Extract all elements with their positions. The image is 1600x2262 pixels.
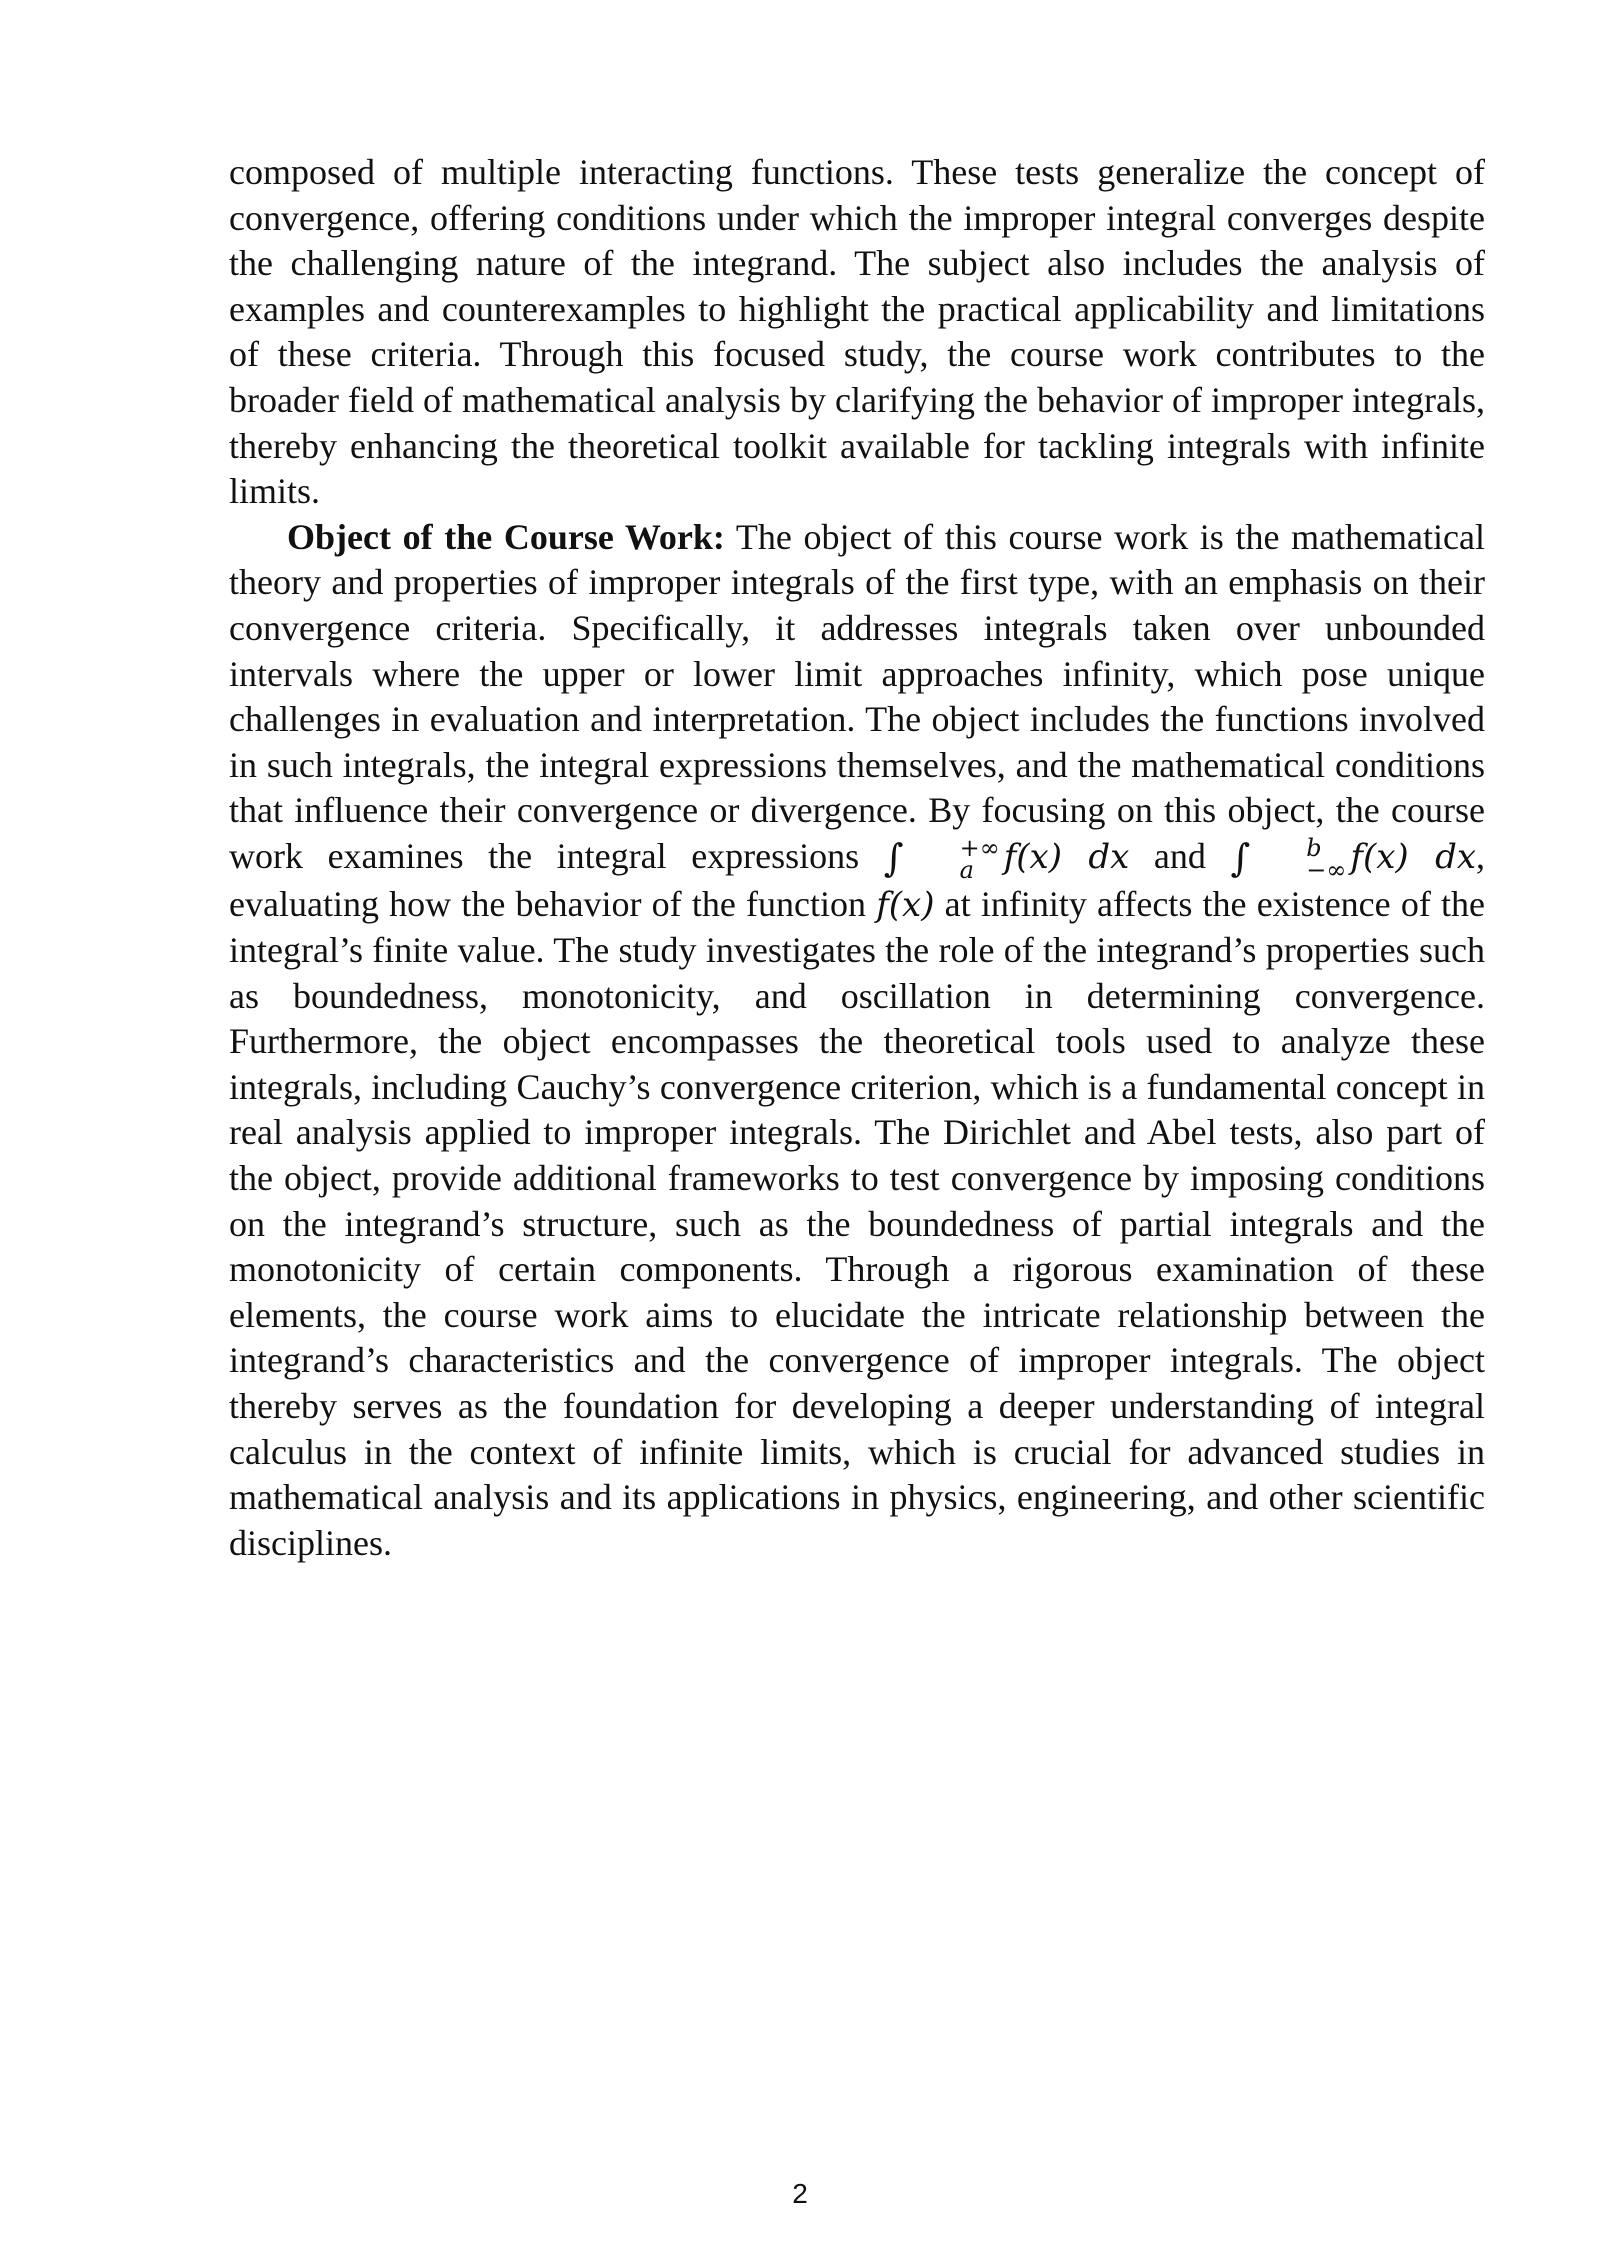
integral-lower-limit: −∞ [1306,855,1347,884]
integral-upper-limit: +∞ [959,833,1000,862]
function-expression: f(x) [876,884,935,925]
integral-limits [902,833,1000,884]
paragraph-2 [229,515,1485,1567]
integrand: f(x) dx [1003,836,1130,877]
paragraph-2-text-after-math: at infinity affects the existence of the integral’s finite value. The study investigates the role of the integrand’s properties such as boundedness, monotonicity, and oscillation in determining convergence. Furthermore, the object encompasses the theoretical tools used to analyze these integrals, including Cauchy’s convergence criterion, which is a fundamental concept in real analysis applied to improper integrals. The Dirichlet and Abel tests, also part of the object, provide additional frameworks to test convergence by imposing conditions on the integrand’s structure, such as the boundedness of partial integrals and the monotonicity of certain components. Through a rigorous examination of these elements, the course work aims to elucidate the intricate relationship between the integrand’s characteristics and the convergence of improper integrals. The object thereby serves as the foundation for developing a deeper understanding of integral calculus in the context of infinite limits, which is crucial for advanced studies in mathematical analysis and its applications in physics, engineering, and other scientific disciplines. [229,883,1485,1563]
page-number: 2 [792,2178,808,2209]
integral-expression-upper-infinity [883,833,1130,884]
body-text [229,150,1485,1566]
integral-upper-limit: b [1306,833,1322,862]
integral-sign-icon: ∫ [1230,835,1251,880]
integrand: f(x) dx [1350,836,1477,877]
section-heading: Object of the Course Work: [287,516,725,557]
integral-limits [1248,833,1347,884]
connector-text: and [1129,835,1231,876]
integral-lower-limit: a [959,855,974,884]
integral-expression-lower-infinity [1230,833,1477,884]
integral-sign-icon: ∫ [883,835,904,880]
paragraph-2-text-before-math: The object of this course work is the mathematical theory and properties of improper integrals of the first type, with an emphasis on their convergence criteria. Specifically, it addresses integrals taken over unbounded intervals where the upper or lower limit approaches infinity, which pose unique challenges in evaluation and interpretation. The object includes the functions involved in such integrals, the integral expressions themselves, and the mathematical conditions that influence their convergence or divergence. By focusing on this object, the course work examines the integral expressions [229,516,1485,876]
paragraph-1: composed of multiple interacting functions. These tests generalize the concept of convergence, offering conditions under which the improper integral converges despite the challenging nature of the integrand. The subject also includes the analysis of examples and counterexamples to highlight the practical applicability and limitations of these criteria. Through this focused study, the course work contributes to the broader field of mathematical analysis by clarifying the behavior of improper integrals, thereby enhancing the theoretical toolkit available for tackling integrals with infinite limits. [229,152,1485,512]
paragraph-2-text-mid: , evaluating how the behavior of the function [229,835,1486,924]
